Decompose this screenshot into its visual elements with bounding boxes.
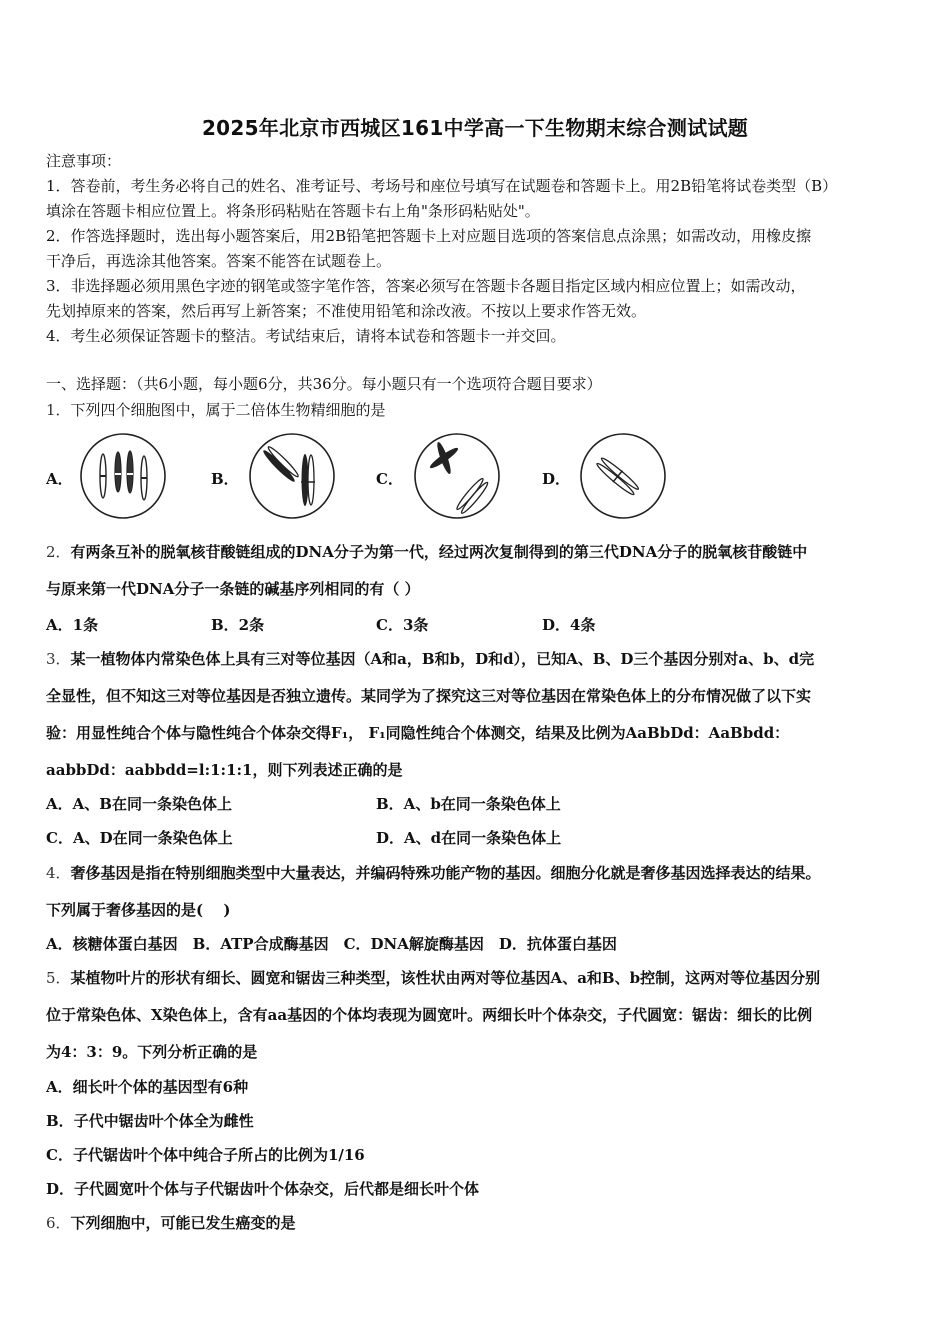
notice-item: 1．答卷前，考生务必将自己的姓名、准考证号、考场号和座位号填写在试题卷和答题卡上。用2B铅笔将试卷类型（B）: [46, 177, 838, 195]
question-4: [46, 862, 908, 884]
section-heading: 一、选择题：（共6小题，每小题6分，共36分。每小题只有一个选项符合题目要求）: [46, 375, 602, 393]
option-d[interactable]: D．A、d在同一条染色体上: [376, 829, 562, 847]
question-1: [46, 399, 908, 421]
question-6: [46, 1212, 908, 1234]
notice-item: 填涂在答题卡相应位置上。将条形码粘贴在答题卡右上角"条形码粘贴处"。: [46, 202, 540, 220]
option-label: A．: [46, 470, 73, 488]
options-row[interactable]: A．核糖体蛋白基因 B．ATP合成酶基因 C．DNA解旋酶基因 D．抗体蛋白基因: [46, 935, 617, 953]
question-text: 有两条互补的脱氧核苷酸链组成的DNA分子为第一代，经过两次复制得到的第三代DNA分子的脱氧核苷酸链中: [70, 543, 808, 561]
question-text: 某植物叶片的形状有细长、圆宽和锯齿三种类型，该性状由两对等位基因A、a和B、b控制，这两对等位基因分别: [70, 969, 821, 987]
option-c[interactable]: C．A、D在同一条染色体上: [46, 829, 233, 847]
option-label: C．: [376, 470, 403, 488]
cell-diagram-d: [578, 428, 668, 523]
question-number: 2．: [46, 543, 71, 561]
question-3: [46, 648, 908, 670]
question-text: 某一植物体内常染色体上具有三对等位基因（A和a，B和b，D和d），已知A、B、D三个基因分别对a、b、d完: [70, 650, 815, 668]
option-b[interactable]: B．子代中锯齿叶个体全为雌性: [46, 1112, 254, 1130]
question-number: 4．: [46, 864, 71, 882]
question-2: [46, 541, 908, 563]
option-a[interactable]: A．细长叶个体的基因型有6种: [46, 1078, 249, 1096]
question-text: 与原来第一代DNA分子一条链的碱基序列相同的有（ ）: [46, 580, 420, 598]
question-5: [46, 967, 908, 989]
option-d[interactable]: D．4条: [542, 616, 596, 634]
question-text: 验：用显性纯合个体与隐性纯合个体杂交得F₁， F₁同隐性纯合个体测交，结果及比例为AaBbDd：AaBbdd：: [46, 724, 790, 742]
option-label: B．: [211, 470, 239, 488]
question-text: 奢侈基因是指在特别细胞类型中大量表达，并编码特殊功能产物的基因。细胞分化就是奢侈基因选择表达的结果。: [70, 864, 821, 882]
notice-heading: 注意事项：: [46, 152, 122, 170]
option-label: D．: [542, 470, 571, 488]
question-text: 全显性，但不知这三对等位基因是否独立遗传。某同学为了探究这三对等位基因在常染色体上的分布情况做了以下实: [46, 687, 812, 705]
option-c[interactable]: C．3条: [376, 616, 429, 634]
question-number: 3．: [46, 650, 71, 668]
notice-item: 干净后，再选涂其他答案。答案不能答在试题卷上。: [46, 252, 392, 270]
notice-item: 2．作答选择题时，选出每小题答案后，用2B铅笔把答题卡上对应题目选项的答案信息点涂黑；如需改动，用橡皮擦: [46, 227, 812, 245]
question-number: 5．: [46, 969, 71, 987]
cell-diagram-a: [78, 428, 168, 523]
option-d[interactable]: D．子代圆宽叶个体与子代锯齿叶个体杂交，后代都是细长叶个体: [46, 1180, 480, 1198]
cell-diagram-b: [247, 428, 337, 523]
question-text: 为4：3：9。下列分析正确的是: [46, 1043, 258, 1061]
question-text: 下列细胞中，可能已发生癌变的是: [70, 1214, 296, 1232]
page-title: 2025年北京市西城区161中学高一下生物期末综合测试试题: [201, 116, 749, 140]
notice-item: 4．考生必须保证答题卡的整洁。考试结束后，请将本试卷和答题卡一并交回。: [46, 327, 566, 345]
notice-item: 先划掉原来的答案，然后再写上新答案；不准使用铅笔和涂改液。不按以上要求作答无效。: [46, 302, 647, 320]
option-b[interactable]: B．2条: [211, 616, 265, 634]
option-a[interactable]: A．1条: [46, 616, 99, 634]
question-number: 1．: [46, 401, 71, 419]
cell-diagram-c: [412, 428, 502, 523]
question-number: 6．: [46, 1214, 71, 1232]
question-text: 下列四个细胞图中，属于二倍体生物精细胞的是: [70, 401, 386, 419]
question-text: aabbDd：aabbdd=l:1:1:1，则下列表述正确的是: [46, 761, 403, 779]
cell-options: [46, 428, 906, 528]
notice-item: 3．非选择题必须用黑色字迹的钢笔或签字笔作答，答案必须写在答题卡各题目指定区域内相应位置上；如需改动，: [46, 277, 806, 295]
option-b[interactable]: B．A、b在同一条染色体上: [376, 795, 561, 813]
question-text: 位于常染色体、X染色体上，含有aa基因的个体均表现为圆宽叶。两细长叶个体杂交，子代圆宽：锯齿：细长的比例: [46, 1006, 813, 1024]
question-text: 下列属于奢侈基因的是( ): [46, 901, 231, 919]
option-a[interactable]: A．A、B在同一条染色体上: [46, 795, 232, 813]
option-c[interactable]: C．子代锯齿叶个体中纯合子所占的比例为1/16: [46, 1146, 365, 1164]
